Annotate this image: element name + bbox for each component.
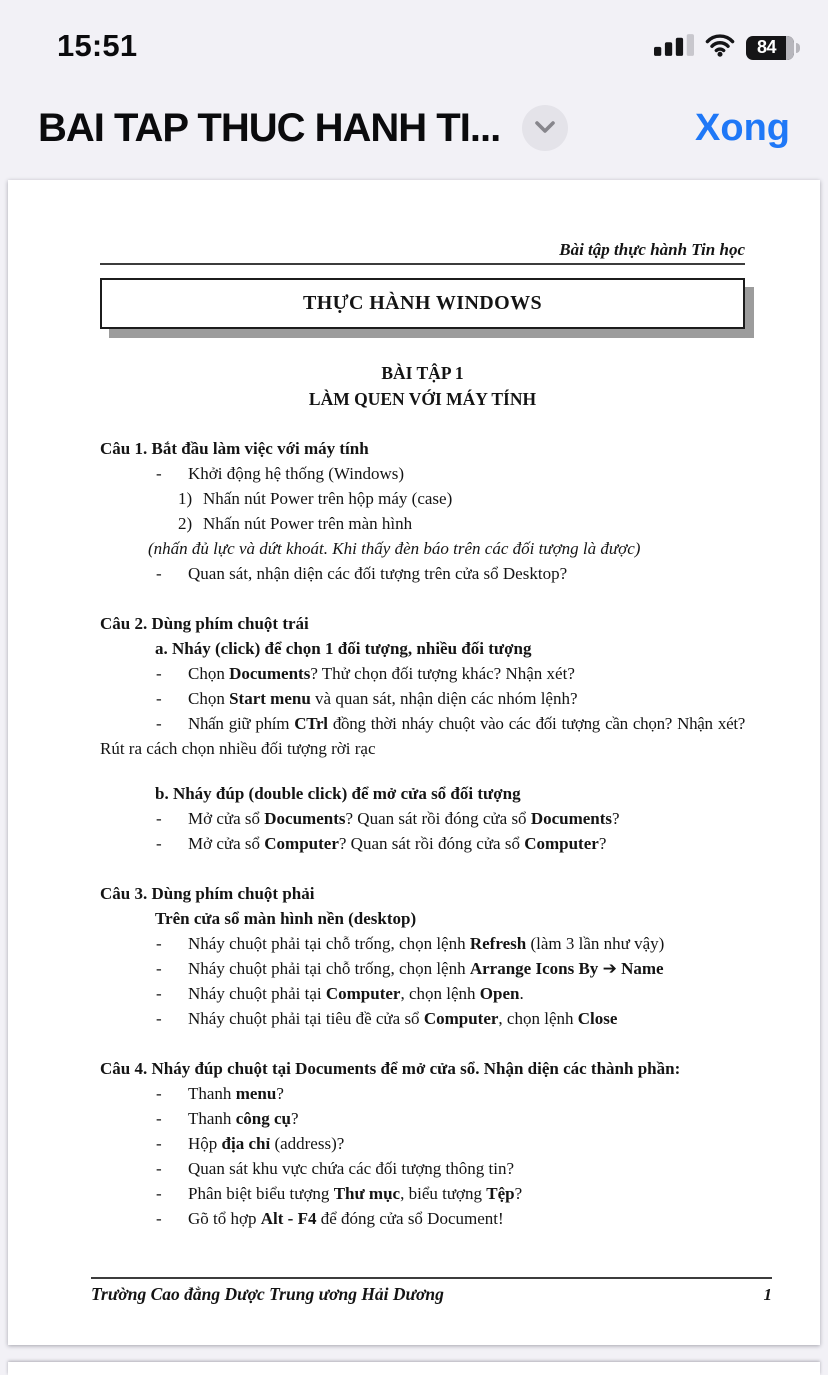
boxed-title-text: THỰC HÀNH WINDOWS [302, 292, 543, 314]
status-icons [654, 33, 800, 64]
bullet-line: - Nháy chuột phải tại chỗ trống, chọn lệnh Arrange Icons By ➔ Name [100, 956, 745, 981]
footer-rule [91, 1277, 772, 1279]
running-header: Bài tập thực hành Tin học [559, 240, 745, 259]
section-heading: Câu 2. Dùng phím chuột trái [100, 614, 309, 633]
sub-heading: a. Nháy (click) để chọn 1 đối tượng, nhiều đối tượng [155, 639, 532, 658]
numbered-line: 1) Nhấn nút Power trên hộp máy (case) [100, 486, 745, 511]
bullet-line: - Hộp địa chỉ (address)? [100, 1131, 745, 1156]
bullet-line: - Thanh menu? [100, 1081, 745, 1106]
list-number: 2) [178, 514, 193, 533]
bullet-line: - Nhấn giữ phím CTrl đồng thời nháy chuột vào các đối tượng cần chọn? Nhận xét? [100, 711, 745, 736]
sub-heading: b. Nháy đúp (double click) để mở cửa sổ đối tượng [155, 784, 521, 803]
bullet-dash: - [156, 1209, 162, 1228]
continuation-line: Rút ra cách chọn nhiều đối tượng rời rạc [100, 739, 376, 758]
bullet-line: - Chọn Documents? Thử chọn đối tượng khác? Nhận xét? [100, 661, 745, 686]
exercise-subtitle: LÀM QUEN VỚI MÁY TÍNH [308, 389, 537, 409]
bullet-dash: - [156, 1109, 162, 1128]
page-footer [91, 1277, 772, 1305]
document-viewer[interactable] [0, 180, 828, 1375]
sub-heading: Trên cửa sổ màn hình nền (desktop) [155, 909, 417, 928]
header-rule [100, 263, 745, 265]
wifi-icon [704, 33, 736, 62]
section-heading: Câu 3. Dùng phím chuột phải [100, 884, 315, 903]
bullet-line: - Thanh công cụ? [100, 1106, 745, 1131]
bullet-line: - Chọn Start menu và quan sát, nhận diện các nhóm lệnh? [100, 686, 745, 711]
nav-bar [0, 70, 828, 180]
bullet-dash: - [156, 834, 162, 853]
bullet-dash: - [156, 1009, 162, 1028]
bullet-dash: - [156, 984, 162, 1003]
bullet-line: - Mở cửa sổ Computer? Quan sát rồi đóng cửa sổ Computer? [100, 831, 745, 856]
page-1 [8, 180, 820, 1345]
bullet-line: - Nháy chuột phải tại chỗ trống, chọn lệnh Refresh (làm 3 lần như vậy) [100, 931, 745, 956]
footer-school-name: Trường Cao đẳng Dược Trung ương Hải Dương [91, 1284, 444, 1304]
numbered-line: 2) Nhấn nút Power trên màn hình [100, 511, 745, 536]
chevron-down-icon [533, 119, 557, 138]
battery-empty-segment [786, 36, 794, 60]
page-2-top-edge [8, 1362, 820, 1375]
cellular-signal-icon [654, 33, 694, 62]
bullet-dash: - [156, 1134, 162, 1153]
exercise-title: BÀI TẬP 1 [381, 363, 464, 383]
battery-icon [746, 36, 800, 60]
bullet-line: - Nháy chuột phải tại Computer, chọn lệnh Open. [100, 981, 745, 1006]
done-button[interactable]: Xong [695, 106, 790, 149]
battery-percent: 84 [756, 37, 777, 57]
bullet-line: - Phân biệt biểu tượng Thư mục, biểu tượng Tệp? [100, 1181, 745, 1206]
bullet-dash: - [156, 1159, 162, 1178]
bullet-dash: - [156, 464, 162, 483]
bullet-dash: - [156, 564, 162, 583]
note-line: (nhấn đủ lực và dứt khoát. Khi thấy đèn báo trên các đối tượng là được) [148, 539, 641, 558]
bullet-line: - Quan sát, nhận diện các đối tượng trên cửa sổ Desktop? [100, 561, 745, 586]
bullet-line: - Khởi động hệ thống (Windows) [100, 461, 745, 486]
boxed-title [100, 278, 745, 329]
bullet-dash: - [156, 809, 162, 828]
document-body [100, 436, 745, 1231]
document-title: BAI TAP THUC HANH TI... [38, 105, 501, 150]
bullet-dash: - [156, 689, 162, 708]
bullet-dash: - [156, 959, 162, 978]
bullet-dash: - [156, 934, 162, 953]
title-menu-button[interactable] [522, 105, 568, 151]
bullet-line: - Mở cửa sổ Documents? Quan sát rồi đóng cửa sổ Documents? [100, 806, 745, 831]
footer-page-number: 1 [763, 1285, 772, 1304]
status-bar [0, 0, 828, 70]
section-heading: Câu 4. Nháy đúp chuột tại Documents để mở cửa sổ. Nhận diện các thành phần: [100, 1059, 681, 1078]
bullet-dash: - [156, 1084, 162, 1103]
bullet-line: - Gõ tổ hợp Alt - F4 để đóng cửa sổ Document! [100, 1206, 745, 1231]
list-number: 1) [178, 489, 193, 508]
bullet-dash: - [156, 714, 162, 733]
bullet-line: - Nháy chuột phải tại tiêu đề cửa sổ Computer, chọn lệnh Close [100, 1006, 745, 1031]
bullet-line: - Quan sát khu vực chứa các đối tượng thông tin? [100, 1156, 745, 1181]
bullet-dash: - [156, 1184, 162, 1203]
bullet-dash: - [156, 664, 162, 683]
battery-tip [796, 43, 800, 53]
status-time: 15:51 [57, 28, 138, 63]
section-heading: Câu 1. Bắt đầu làm việc với máy tính [100, 439, 369, 458]
